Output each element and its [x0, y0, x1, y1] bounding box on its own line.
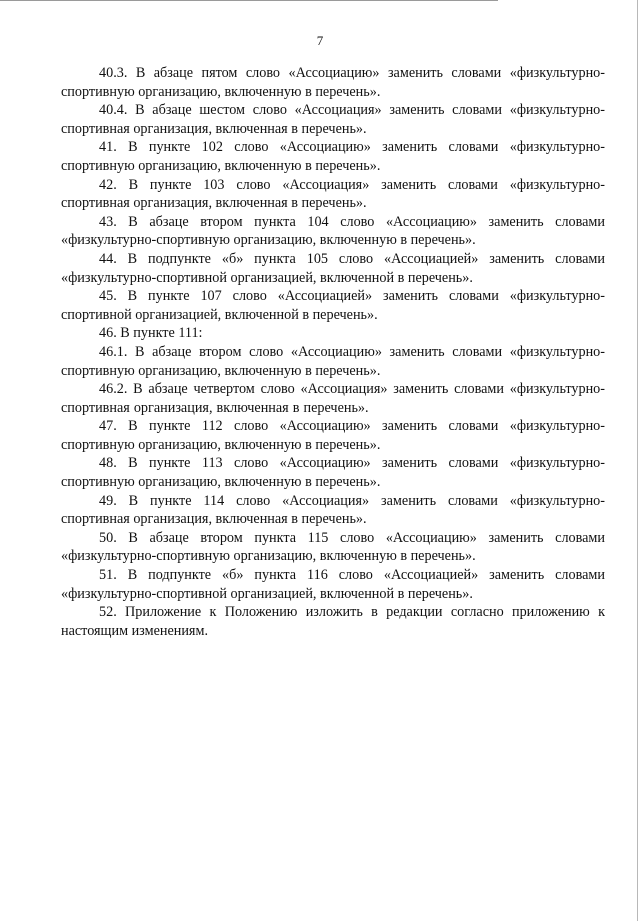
paragraph-47: 47. В пункте 112 слово «Ассоциацию» заменить словами «физкультурно-спортивную организацию, включенную в перечень».	[61, 418, 605, 453]
page-number: 7	[316, 33, 324, 48]
paragraph-40-3: 40.3. В абзаце пятом слово «Ассоциацию» заменить словами «физкультурно-спортивную организацию, включенную в перечень».	[61, 65, 605, 100]
document-body	[61, 64, 605, 640]
scan-top-edge	[0, 0, 498, 1]
scan-right-edge	[637, 0, 638, 921]
paragraph-48: 48. В пункте 113 слово «Ассоциацию» заменить словами «физкультурно-спортивную организацию, включенную в перечень».	[61, 455, 605, 491]
paragraph-46: 46. В пункте 111:	[99, 325, 203, 342]
paragraph-50: 50. В абзаце втором пункта 115 слово «Ассоциацию» заменить словами «физкультурно-спортивную организацию, включенную в перечень».	[61, 529, 605, 565]
paragraph-40-4: 40.4. В абзаце шестом слово «Ассоциация» заменить словами «физкультурно-спортивная организация, включенная в перечень».	[61, 102, 605, 137]
paragraph-43: 43. В абзаце втором пункта 104 слово «Ассоциацию» заменить словами «физкультурно-спортивную организацию, включенную в перечень».	[61, 213, 605, 249]
paragraph-44: 44. В подпункте «б» пункта 105 слово «Ассоциацией» заменить словами «физкультурно-спортивной организацией, включенной в перечень».	[61, 250, 605, 286]
paragraph-42: 42. В пункте 103 слово «Ассоциация» заменить словами «физкультурно-спортивная организация, включенная в перечень».	[61, 176, 605, 212]
paragraph-52: 52. Приложение к Положению изложить в редакции согласно приложению к настоящим изменениям.	[61, 604, 605, 639]
paragraph-45: 45. В пункте 107 слово «Ассоциацией» заменить словами «физкультурно-спортивной организацией, включенной в перечень».	[61, 288, 605, 323]
paragraph-49: 49. В пункте 114 слово «Ассоциация» заменить словами «физкультурно-спортивная организация, включенная в перечень».	[61, 492, 605, 528]
paragraph-51: 51. В подпункте «б» пункта 116 слово «Ассоциацией» заменить словами «физкультурно-спортивной организацией, включенной в перечень».	[61, 567, 605, 602]
paragraph-46-1: 46.1. В абзаце втором слово «Ассоциацию» заменить словами «физкультурно-спортивную организацию, включенную в перечень».	[61, 343, 605, 379]
paragraph-46-2: 46.2. В абзаце четвертом слово «Ассоциация» заменить словами «физкультурно-спортивная организация, включенная в перечень».	[61, 381, 605, 416]
paragraph-41: 41. В пункте 102 слово «Ассоциацию» заменить словами «физкультурно-спортивную организацию, включенную в перечень».	[61, 139, 605, 174]
